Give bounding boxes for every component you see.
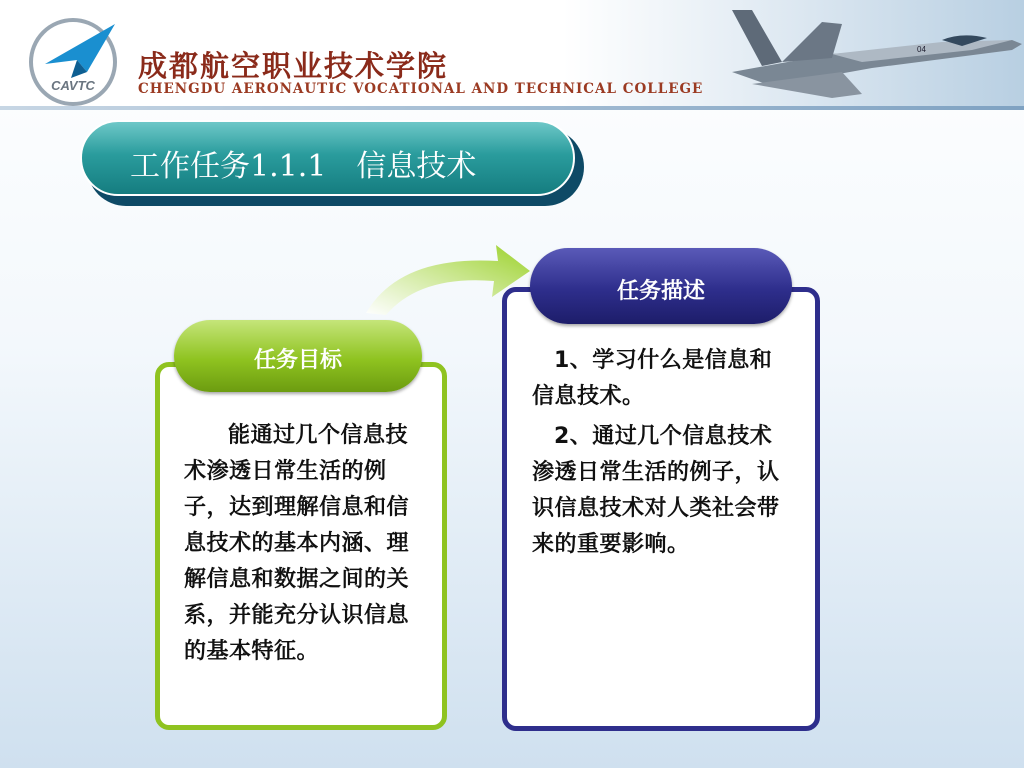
- page-title: 工作任务1.1.1 信息技术: [130, 149, 477, 184]
- logo-text: CAVTC: [51, 78, 95, 93]
- description-item-1: 1、学习什么是信息和信息技术。: [532, 348, 773, 409]
- description-list: [532, 343, 794, 567]
- description-label: 任务描述: [616, 279, 705, 304]
- college-name-cn: 成都航空职业技术学院: [138, 49, 449, 83]
- fighter-jet-image: [712, 2, 1024, 110]
- jet-marking: 04: [917, 45, 926, 54]
- college-logo: [27, 16, 119, 108]
- description-item-2: 2、通过几个信息技术渗透日常生活的例子，认识信息技术对人类社会带来的重要影响。: [532, 424, 780, 557]
- objective-text: 能通过几个信息技术渗透日常生活的例子，达到理解信息和信息技术的基本内涵、理解信息和数据之间的关系，并能充分认识信息的基本特征。: [184, 423, 410, 664]
- college-name-en: CHENGDU AERONAUTIC VOCATIONAL AND TECHNICAL COLLEGE: [138, 81, 704, 97]
- objective-label: 任务目标: [253, 348, 342, 373]
